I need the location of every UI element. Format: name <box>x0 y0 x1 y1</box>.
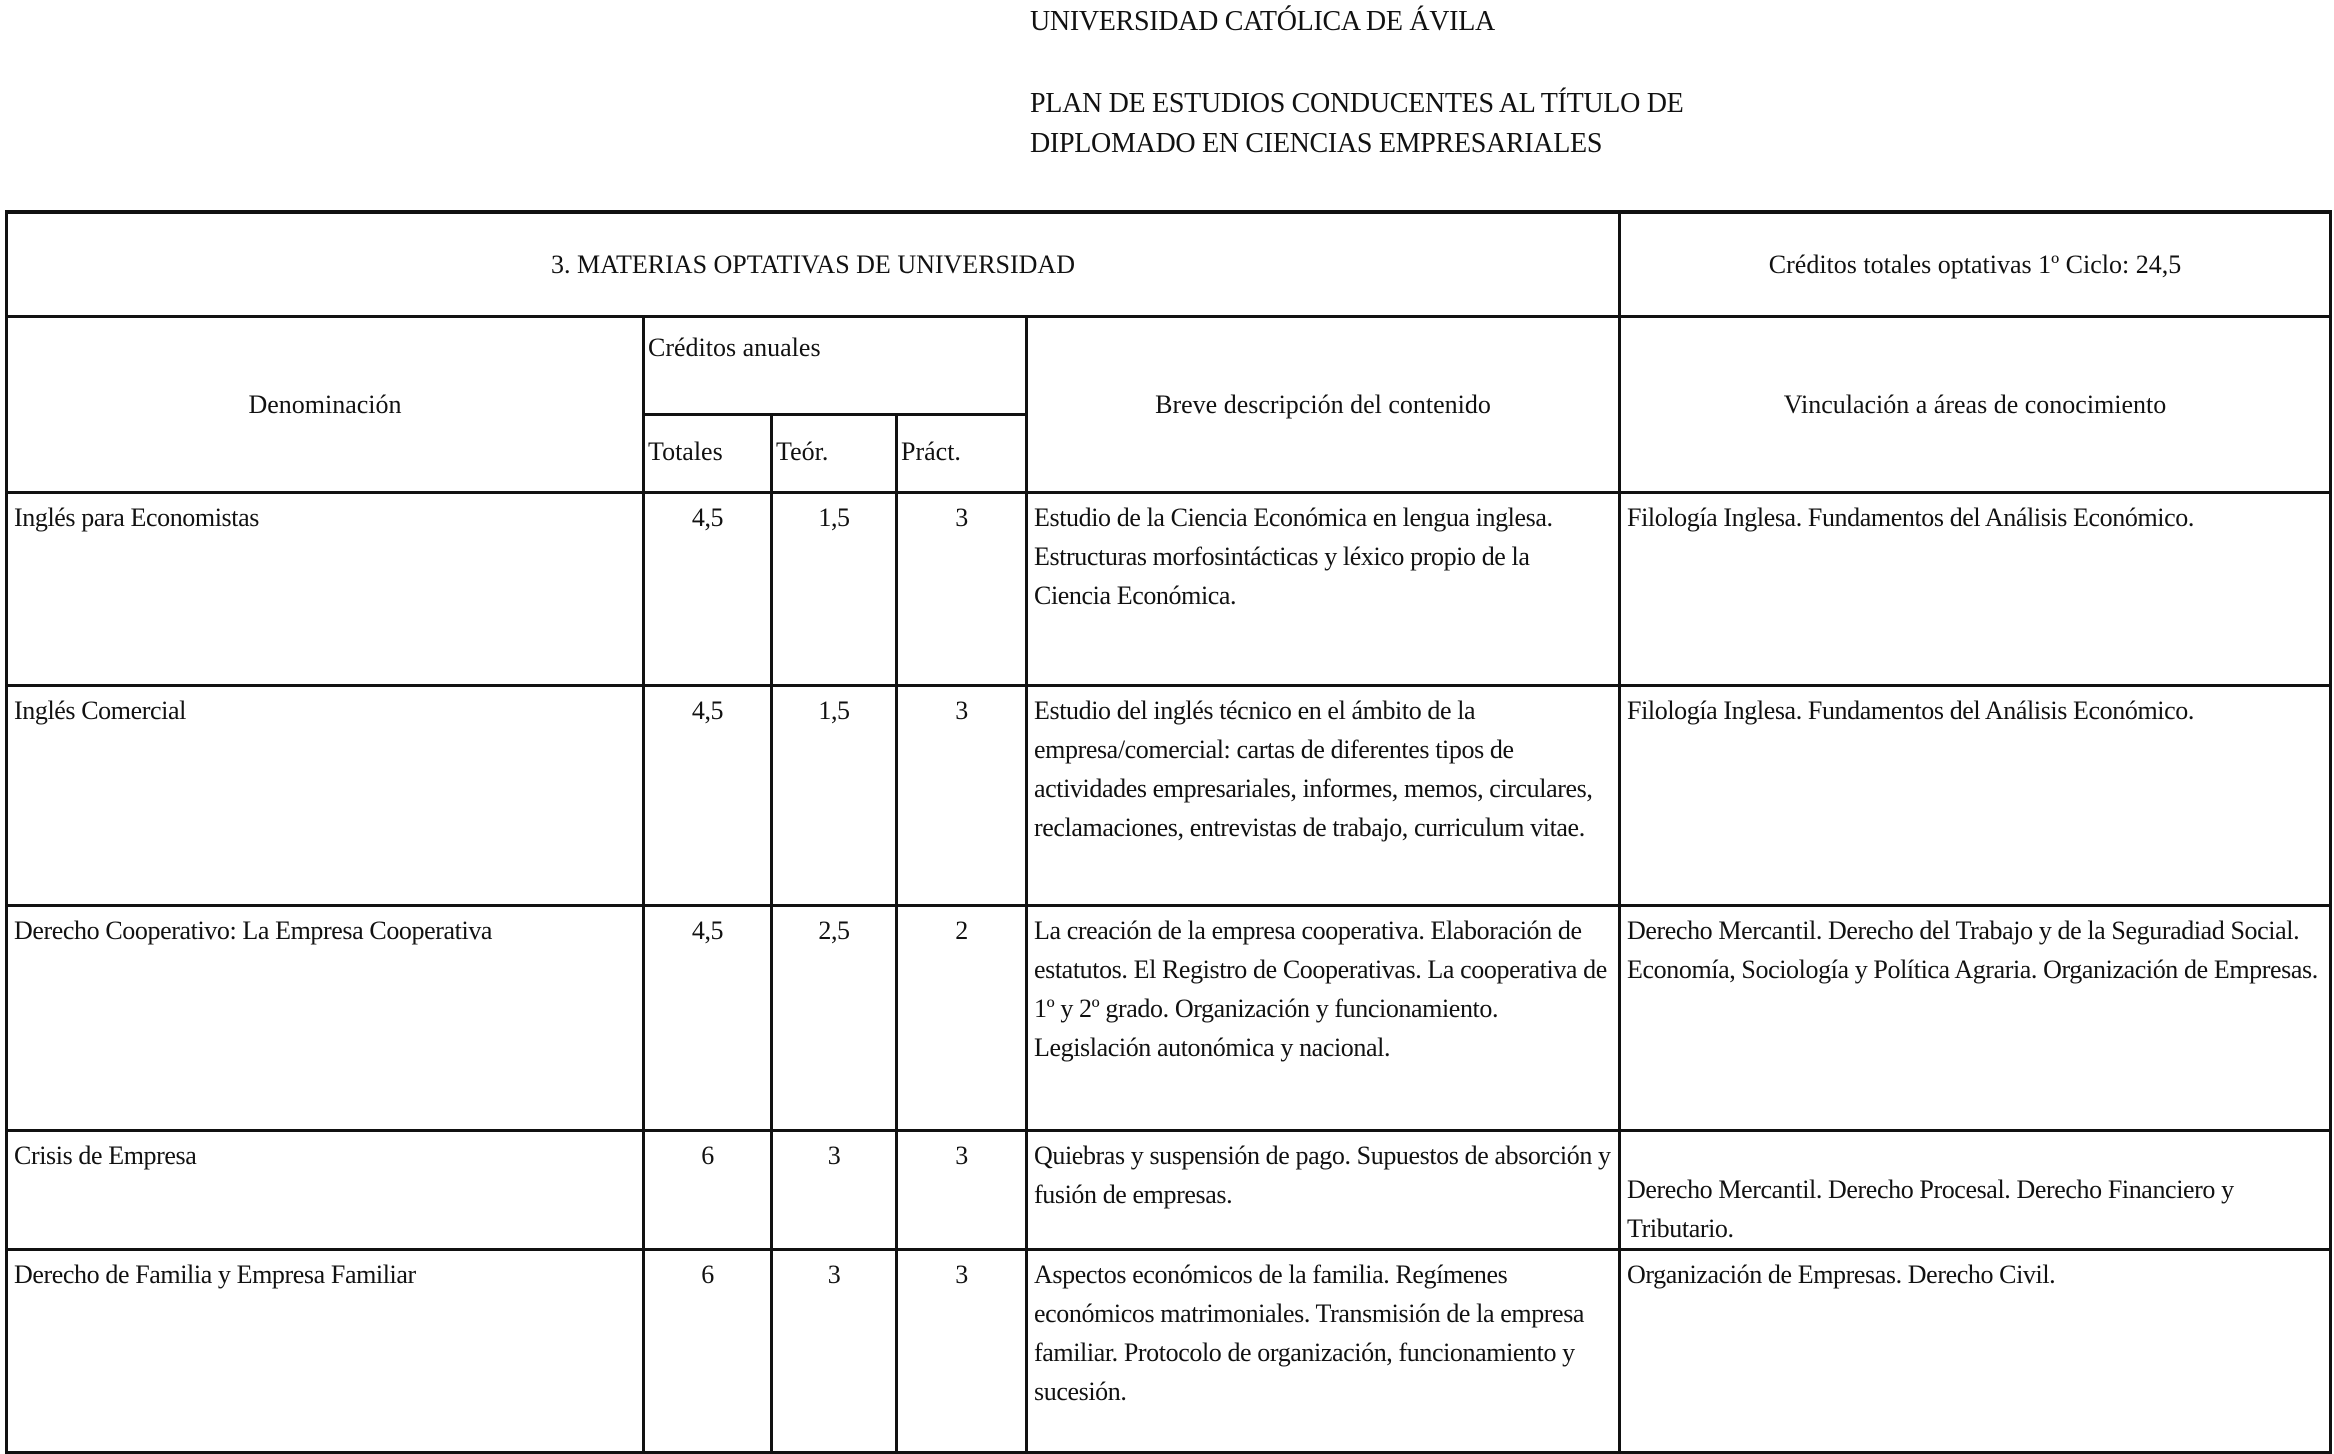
description-cell <box>1027 493 1620 686</box>
subject-name: Derecho de Familia y Empresa Familiar <box>14 1260 416 1289</box>
header-pract <box>897 415 1027 493</box>
credits-pract-cell <box>897 906 1027 1131</box>
section-header-row <box>7 212 2331 317</box>
credits-totales-cell <box>644 906 772 1131</box>
credits-totales: 6 <box>701 1141 714 1170</box>
university-name: UNIVERSIDAD CATÓLICA DE ÁVILA <box>1030 6 1495 37</box>
header-denominacion <box>7 317 644 493</box>
areas-cell <box>1620 493 2331 686</box>
header-descripcion <box>1027 317 1620 493</box>
areas-cell <box>1620 1131 2331 1250</box>
credits-totales-cell <box>644 686 772 906</box>
credits-totales: 4,5 <box>691 696 724 725</box>
section-title: 3. MATERIAS OPTATIVAS DE UNIVERSIDAD <box>551 250 1075 279</box>
credits-totales: 4,5 <box>691 503 724 532</box>
header-vinculacion-label: Vinculación a áreas de conocimiento <box>1783 390 2167 419</box>
credits-pract: 3 <box>955 1260 968 1289</box>
credits-teor: 3 <box>827 1141 841 1170</box>
description: Estudio de la Ciencia Económica en lengua inglesa. Estructuras morfosintácticas y léxico propio de la Ciencia Económica. <box>1034 503 1553 610</box>
subject-name-cell <box>7 686 644 906</box>
credits-pract-cell <box>897 1131 1027 1250</box>
header-totales <box>644 415 772 493</box>
credits-pract: 3 <box>955 503 968 532</box>
subject-name: Crisis de Empresa <box>14 1141 197 1170</box>
header-creditos-anuales <box>644 317 1027 415</box>
credits-teor: 2,5 <box>818 916 850 945</box>
table-row <box>7 686 2331 906</box>
header-pract-label: Práct. <box>901 437 961 466</box>
header-teor <box>772 415 897 493</box>
plan-title-line-2: DIPLOMADO EN CIENCIAS EMPRESARIALES <box>1030 128 1603 159</box>
description-cell <box>1027 686 1620 906</box>
credits-teor-cell <box>772 686 897 906</box>
credits-total-cell <box>1620 212 2331 317</box>
areas-cell <box>1620 686 2331 906</box>
description: Quiebras y suspensión de pago. Supuestos de absorción y fusión de empresas. <box>1034 1141 1611 1209</box>
plan-title-line-1: PLAN DE ESTUDIOS CONDUCENTES AL TÍTULO DE <box>1030 88 1684 119</box>
description-cell <box>1027 906 1620 1131</box>
credits-totales-cell <box>644 493 772 686</box>
knowledge-areas: Filología Inglesa. Fundamentos del Análisis Económico. <box>1627 696 2194 725</box>
credits-teor: 1,5 <box>818 503 850 532</box>
knowledge-areas: Derecho Mercantil. Derecho del Trabajo y de la Seguradiad Social. Economía, Sociología y Política Agraria. Organización de Empresas. <box>1627 916 2318 984</box>
credits-teor-cell <box>772 493 897 686</box>
table-row <box>7 906 2331 1131</box>
credits-pract: 3 <box>955 696 968 725</box>
section-title-cell <box>7 212 1620 317</box>
credits-pract: 3 <box>955 1141 968 1170</box>
credits-totales: 6 <box>701 1260 714 1289</box>
description: Estudio del inglés técnico en el ámbito de la empresa/comercial: cartas de diferentes tipos de actividades empresariales, informes, memos, circulares, reclamaciones, entrevistas de trabajo, curriculum vitae. <box>1034 696 1593 842</box>
header-teor-label: Teór. <box>776 437 829 466</box>
credits-pract-cell <box>897 493 1027 686</box>
description-cell <box>1027 1131 1620 1250</box>
credits-teor: 1,5 <box>818 696 850 725</box>
credits-teor-cell <box>772 1131 897 1250</box>
credits-teor: 3 <box>827 1260 841 1289</box>
knowledge-areas: Filología Inglesa. Fundamentos del Análisis Económico. <box>1627 503 2194 532</box>
optional-subjects-table <box>5 210 2332 1454</box>
credits-totales-cell <box>644 1250 772 1453</box>
description-cell <box>1027 1250 1620 1453</box>
header-denominacion-label: Denominación <box>248 390 402 419</box>
credits-pract-cell <box>897 1250 1027 1453</box>
table-row <box>7 1131 2331 1250</box>
credits-pract-cell <box>897 686 1027 906</box>
credits-teor-cell <box>772 1250 897 1453</box>
subject-name-cell <box>7 1250 644 1453</box>
column-header-row <box>7 317 2331 415</box>
table-row <box>7 493 2331 686</box>
table-row <box>7 1250 2331 1453</box>
description: La creación de la empresa cooperativa. Elaboración de estatutos. El Registro de Cooperativas. La cooperativa de 1º y 2º grado. Organización y funcionamiento. Legislación autonómica y nacional. <box>1034 916 1607 1062</box>
subject-name: Derecho Cooperativo: La Empresa Cooperativa <box>14 916 493 945</box>
subject-name: Inglés Comercial <box>14 696 186 725</box>
header-vinculacion <box>1620 317 2331 493</box>
credits-totales-cell <box>644 1131 772 1250</box>
header-totales-label: Totales <box>648 437 723 466</box>
subject-name: Inglés para Economistas <box>14 503 259 532</box>
credits-teor-cell <box>772 906 897 1131</box>
credits-pract: 2 <box>955 916 968 945</box>
areas-cell <box>1620 906 2331 1131</box>
credits-total: Créditos totales optativas 1º Ciclo: 24,5 <box>1768 250 2182 279</box>
knowledge-areas: Organización de Empresas. Derecho Civil. <box>1627 1260 2056 1289</box>
areas-cell <box>1620 1250 2331 1453</box>
description: Aspectos económicos de la familia. Regímenes económicos matrimoniales. Transmisión de la empresa familiar. Protocolo de organización, funcionamiento y sucesión. <box>1034 1260 1585 1406</box>
knowledge-areas: Derecho Mercantil. Derecho Procesal. Derecho Financiero y Tributario. <box>1627 1175 2234 1243</box>
header-descripcion-label: Breve descripción del contenido <box>1155 390 1491 419</box>
header-creditos-anuales-label: Créditos anuales <box>648 333 821 362</box>
subject-name-cell <box>7 1131 644 1250</box>
subject-name-cell <box>7 906 644 1131</box>
subject-name-cell <box>7 493 644 686</box>
credits-totales: 4,5 <box>691 916 724 945</box>
